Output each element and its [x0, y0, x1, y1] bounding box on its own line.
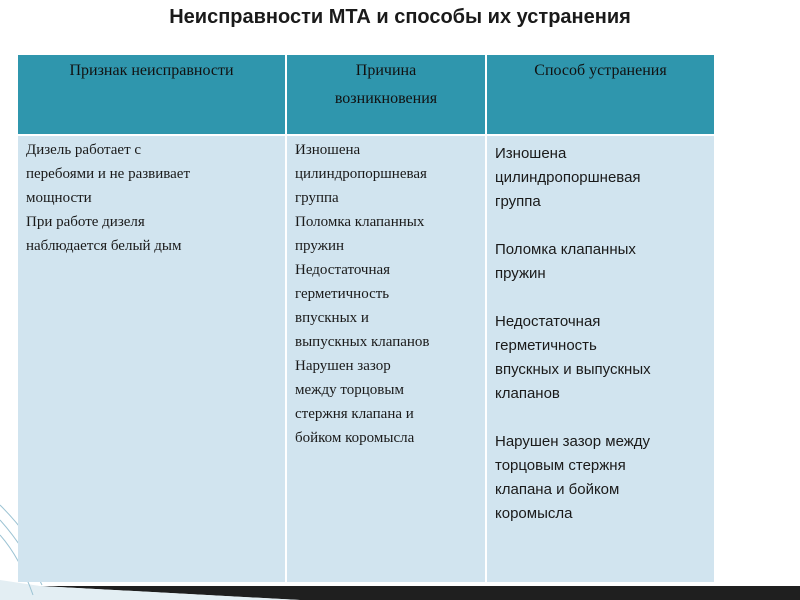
cell-line: Нарушен зазор	[295, 358, 391, 374]
cell-line: впускных и	[295, 310, 369, 326]
cell-line: пружин	[495, 265, 546, 282]
cell-line: впускных и выпускных	[495, 361, 651, 378]
cell-line: наблюдается белый дым	[26, 238, 182, 254]
cell-line: Недостаточная	[495, 313, 601, 330]
cell-line: перебоями и не развивает	[26, 166, 191, 182]
cell-line: Дизель работает с	[26, 142, 142, 158]
cell-line: цилиндропоршневая	[495, 169, 641, 186]
cell-line: Нарушен зазор между	[495, 433, 651, 450]
remedy-paragraph	[495, 142, 706, 214]
cell-line: стержня клапана и	[295, 406, 414, 422]
cell-line: Поломка клапанных	[295, 214, 425, 230]
cell-line: герметичность	[495, 337, 597, 354]
cell-symptom	[18, 135, 286, 582]
cell-line: между торцовым	[295, 382, 404, 398]
cell-line: группа	[295, 190, 339, 206]
table-row	[18, 135, 714, 582]
cell-line: пружин	[295, 238, 345, 254]
faults-table	[18, 55, 714, 582]
cell-line: выпускных клапанов	[295, 334, 430, 350]
header-remedy: Способ устранения	[486, 55, 714, 135]
cell-line: При работе дизеля	[26, 214, 145, 230]
cell-line: торцовым стержня	[495, 457, 626, 474]
table-header-row	[18, 55, 714, 135]
header-symptom: Признак неисправности	[18, 55, 286, 135]
cell-line: группа	[495, 193, 541, 210]
header-cause	[286, 55, 486, 135]
page-title: Неисправности МТА и способы их устранения	[169, 6, 631, 28]
cell-line: герметичность	[295, 286, 390, 302]
remedy-paragraph	[495, 238, 706, 286]
cell-line: Недостаточная	[295, 262, 391, 278]
remedy-paragraph	[495, 430, 706, 526]
cell-line: коромысла	[495, 505, 573, 522]
cell-cause	[286, 135, 486, 582]
cell-remedy	[486, 135, 714, 582]
header-cause-line: Причина	[355, 62, 417, 79]
bottom-swoosh-light	[0, 580, 300, 600]
cell-line: Изношена	[295, 142, 361, 158]
cell-line: клапанов	[495, 385, 560, 402]
cell-line: мощности	[26, 190, 92, 206]
cell-line: клапана и бойком	[495, 481, 620, 498]
cell-line: Поломка клапанных	[495, 241, 636, 258]
header-cause-line: возникновения	[334, 90, 438, 107]
cell-line: Изношена	[495, 145, 567, 162]
cell-line: цилиндропоршневая	[295, 166, 427, 182]
bottom-swoosh	[40, 586, 800, 600]
cell-line: бойком коромысла	[295, 430, 415, 446]
remedy-paragraph	[495, 310, 706, 406]
